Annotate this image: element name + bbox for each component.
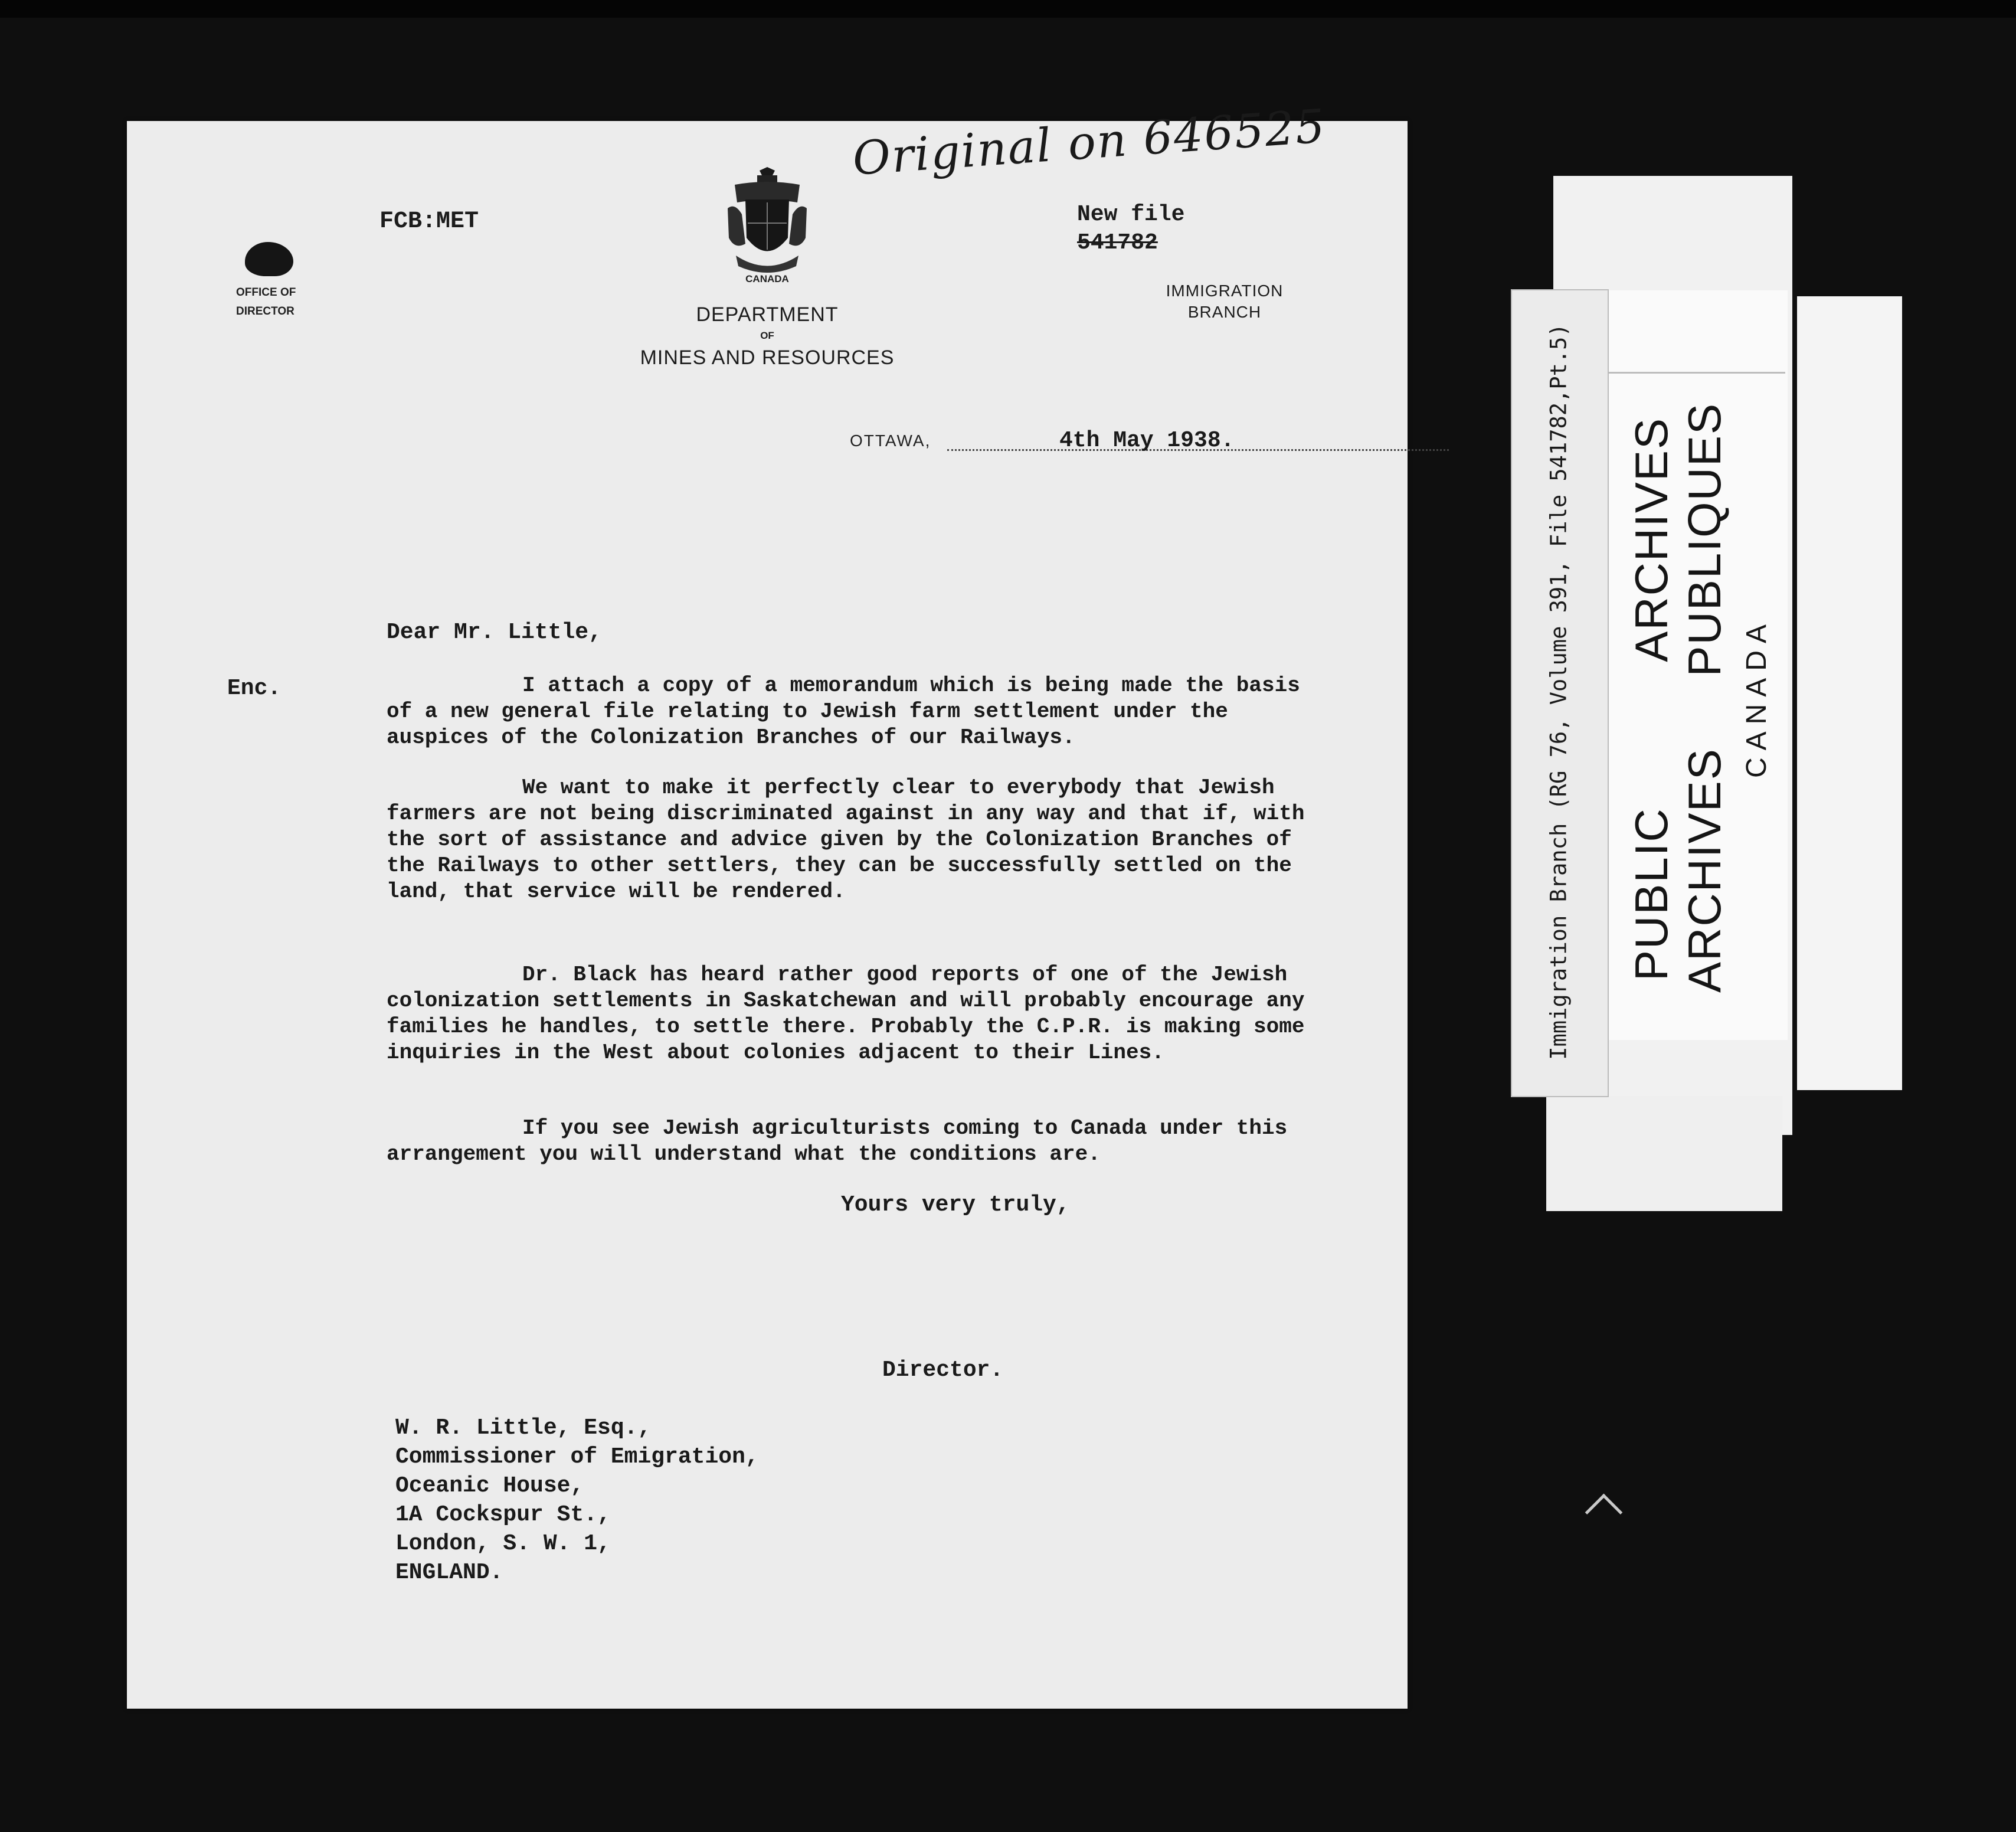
office-seal-icon bbox=[245, 242, 293, 276]
department-name: MINES AND RESOURCES bbox=[640, 346, 895, 369]
address-line: 1A Cockspur St., bbox=[395, 1502, 611, 1527]
letter-page bbox=[127, 100, 1408, 1709]
public-archives-stamp bbox=[1625, 403, 1781, 993]
place-label: OTTAWA, bbox=[850, 431, 931, 450]
address-line: London, S. W. 1, bbox=[395, 1531, 611, 1556]
office-label bbox=[236, 283, 342, 321]
crest-caption: CANADA bbox=[745, 273, 789, 284]
date-line bbox=[850, 428, 1452, 457]
handwritten-note: Original on 646525 bbox=[850, 100, 1328, 186]
closing: Yours very truly, bbox=[841, 1192, 1070, 1218]
body-paragraph: We want to make it perfectly clear to everybody that Jewish farmers are not being discriminated against in any way and that if, with the sort of assistance and advice given by the Colonization Branches of the Railways to other settlers, they can be successfully settled on the land, that service will be rendered. bbox=[387, 776, 1305, 904]
card-fold-line bbox=[1605, 372, 1785, 374]
enclosure-mark: Enc. bbox=[227, 676, 282, 701]
stamp-row bbox=[1625, 403, 1678, 993]
canada-coat-of-arms-icon bbox=[723, 167, 811, 276]
caret-mark-icon bbox=[1585, 1494, 1623, 1532]
new-file-label: New file bbox=[1077, 202, 1185, 227]
branch-line-1: IMMIGRATION bbox=[1166, 282, 1284, 300]
branch-label bbox=[1130, 280, 1319, 323]
signature-title: Director. bbox=[882, 1357, 1004, 1383]
office-line-2: DIRECTOR bbox=[236, 305, 294, 318]
archive-strip bbox=[1797, 296, 1902, 1090]
stamp-word: PUBLIQUES bbox=[1678, 403, 1730, 677]
department-heading bbox=[593, 301, 941, 372]
archive-strip bbox=[1546, 1096, 1782, 1211]
recipient-address bbox=[395, 1414, 759, 1587]
department-of: OF bbox=[760, 330, 774, 341]
stamp-country: CANADA bbox=[1741, 617, 1772, 778]
address-line: Commissioner of Emigration, bbox=[395, 1444, 759, 1470]
office-line-1: OFFICE OF bbox=[236, 286, 296, 299]
body-paragraph: I attach a copy of a memorandum which is being made the basis of a new general file relating to Jewish farm settlement under the auspices of the Colonization Branches of our Railways. bbox=[387, 673, 1300, 750]
scan-border bbox=[0, 0, 2016, 18]
address-line: ENGLAND. bbox=[395, 1560, 503, 1585]
new-file-note bbox=[1077, 201, 1184, 257]
body-paragraph: Dr. Black has heard rather good reports of one of the Jewish colonization settlements in Saskatchewan and will probably encourage any families he handles, to settle there. Probably the C.P.R. is making some inquiries in the West about colonies adjacent to their Lines. bbox=[387, 963, 1305, 1065]
stamp-word: ARCHIVES bbox=[1678, 748, 1730, 993]
body-paragraph: If you see Jewish agriculturists coming to Canada under this arrangement you will understand what the conditions are. bbox=[387, 1116, 1288, 1166]
salutation: Dear Mr. Little, bbox=[387, 620, 602, 645]
stamp-word: ARCHIVES bbox=[1625, 417, 1677, 662]
stamp-row bbox=[1678, 403, 1731, 993]
branch-line-2: BRANCH bbox=[1187, 303, 1262, 321]
address-line: W. R. Little, Esq., bbox=[395, 1415, 652, 1441]
stamp-word: PUBLIC bbox=[1625, 807, 1677, 981]
new-file-number: 541782 bbox=[1077, 230, 1158, 256]
reference-initials: FCB:MET bbox=[379, 208, 479, 235]
archive-reference: Immigration Branch (RG 76, Volume 391, File 541782,Pt.5) bbox=[1546, 323, 1572, 1060]
department-line: DEPARTMENT bbox=[696, 303, 839, 326]
letter-date: 4th May 1938. bbox=[1059, 428, 1235, 453]
address-line: Oceanic House, bbox=[395, 1473, 584, 1499]
